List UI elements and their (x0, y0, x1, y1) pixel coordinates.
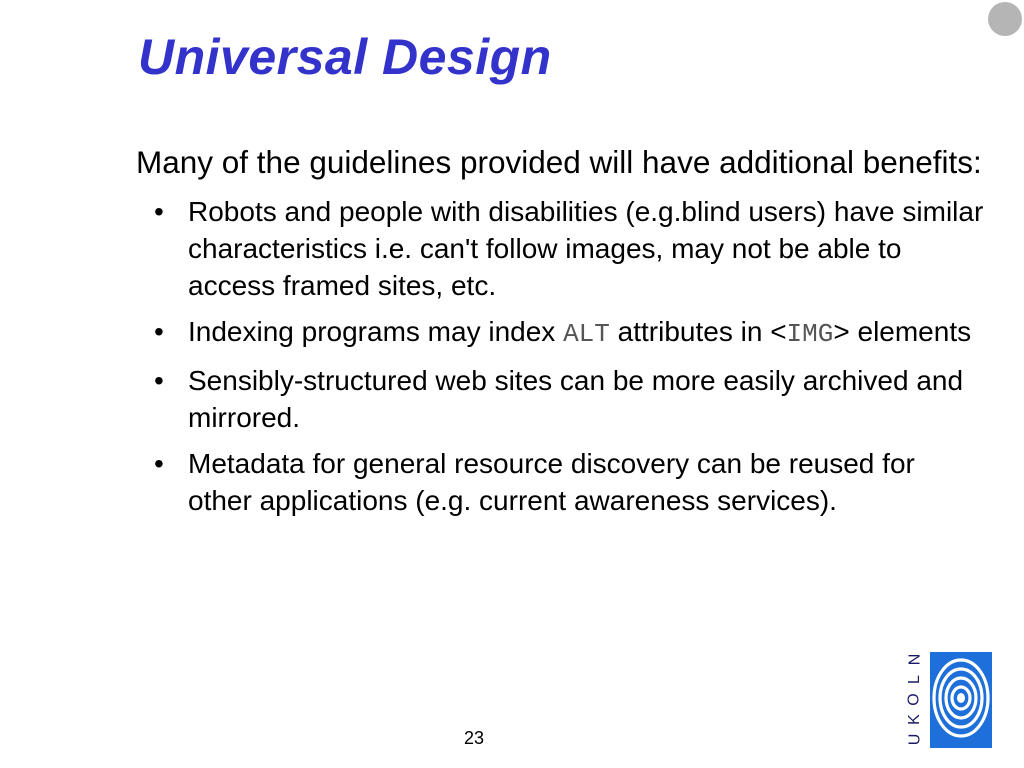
bullet-text-middle: attributes in < (609, 316, 787, 347)
bullet-item-metadata (136, 445, 986, 519)
bullet-item-robots (136, 193, 986, 304)
logo-letter: K (905, 713, 923, 725)
bullet-item-archiving (136, 362, 986, 436)
bullet-marker: • (154, 196, 164, 227)
logo-letter: U (906, 732, 923, 746)
corner-dot-icon (988, 2, 1022, 36)
ukoln-logo (906, 650, 992, 748)
code-img: IMG (786, 319, 834, 349)
bullet-marker: • (154, 316, 164, 347)
page-number: 23 (464, 728, 485, 748)
bullet-marker: • (154, 365, 164, 396)
bullet-text: Metadata for general resource discovery can be reused for other applications (e.g. current awareness services). (188, 448, 915, 516)
bullet-text-before: Indexing programs may index (188, 316, 564, 347)
bullet-text: Robots and people with disabilities (e.g.blind users) have similar characteristics i.e. can't follow images, may not be able to access framed sites, etc. (188, 196, 984, 301)
slide-content (136, 143, 986, 528)
logo-letter: L (906, 674, 923, 684)
bullet-list (136, 193, 986, 519)
logo-letter: N (906, 652, 923, 666)
bullet-text: Sensibly-structured web sites can be more easily archived and mirrored. (188, 365, 964, 433)
code-alt: ALT (563, 319, 610, 349)
logo-letters (906, 650, 924, 748)
intro-text: Many of the guidelines provided will have additional benefits: (136, 144, 982, 180)
bullet-item-indexing (136, 313, 986, 353)
logo-letter: O (905, 692, 923, 706)
bullet-text-after: > elements (833, 316, 972, 347)
slide-title: Universal Design (138, 29, 552, 85)
bullet-marker: • (154, 448, 164, 479)
ukoln-eye-logo-icon (930, 652, 992, 748)
